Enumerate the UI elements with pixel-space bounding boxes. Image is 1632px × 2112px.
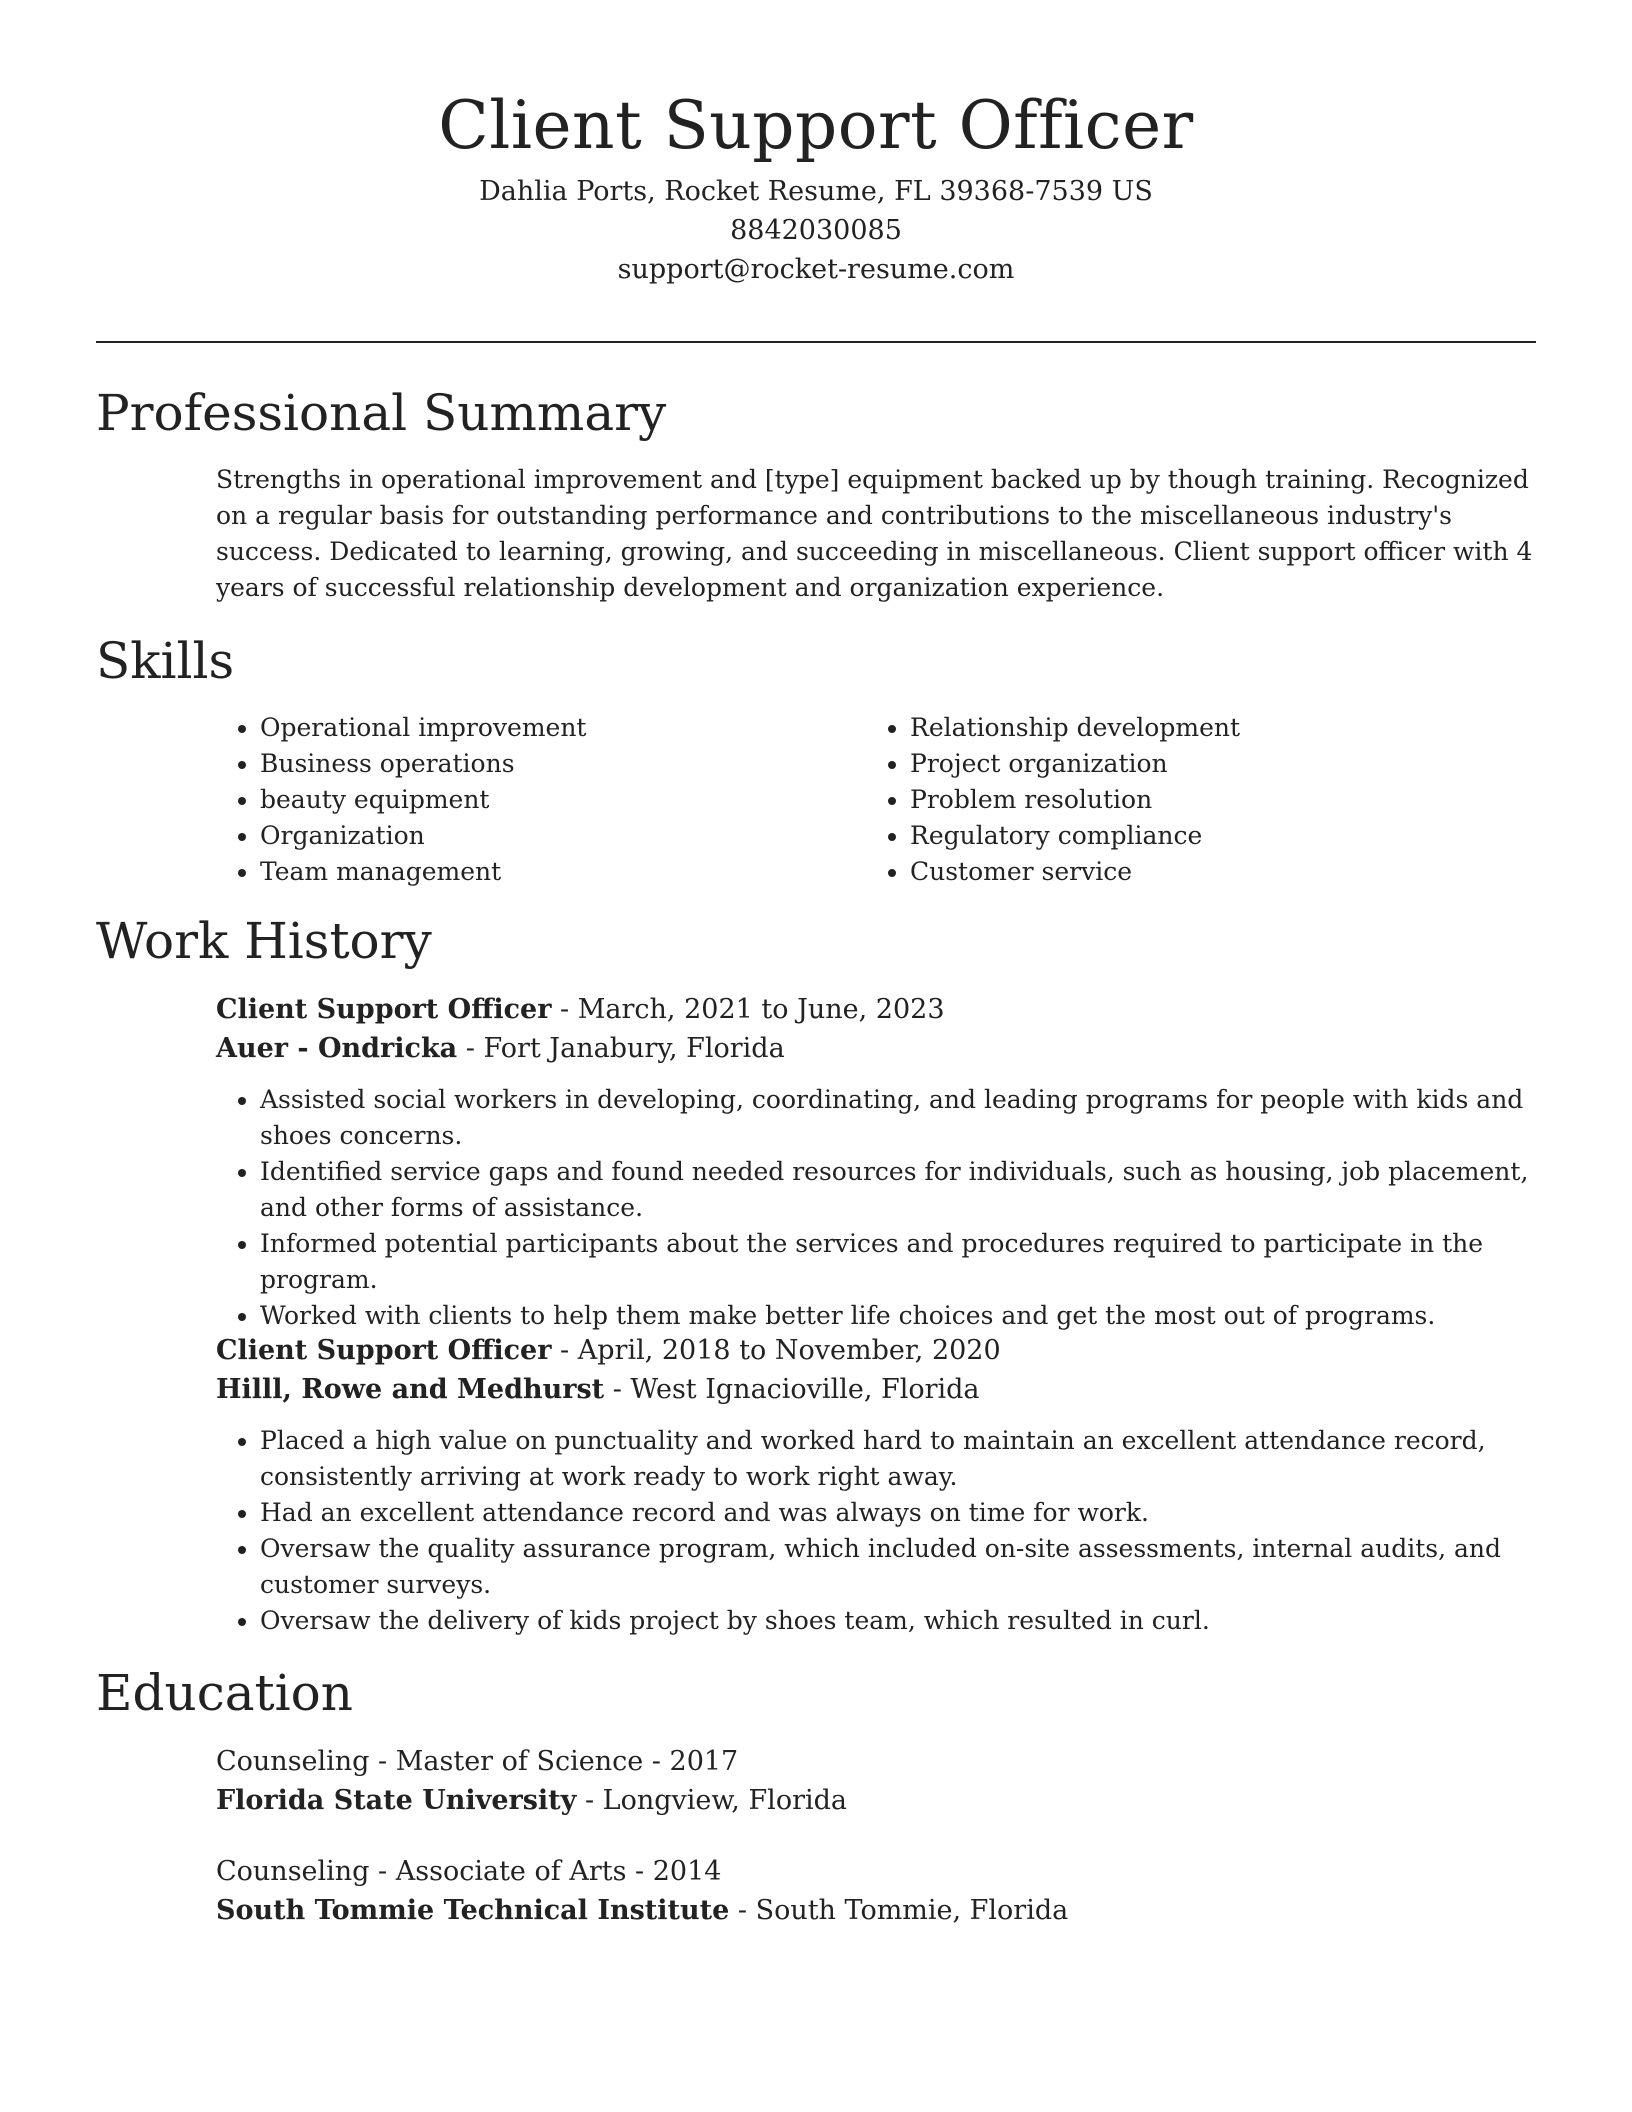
phone: 8842030085 (730, 215, 902, 246)
job-bullet: • Worked with clients to help them make better life choices and get the most out of programs. (260, 1298, 1536, 1334)
skill-item: • Customer service (910, 854, 1530, 890)
job-bullet: • Placed a high value on punctuality and worked hard to maintain an excellent attendance record, consistently arriving at work ready to work right away. (260, 1423, 1536, 1495)
skill-item: • beauty equipment (260, 782, 860, 818)
education-heading: Education (96, 1664, 353, 1722)
job-company: Hilll, Rowe and Medhurst (216, 1374, 605, 1405)
job-entry (216, 990, 1536, 1334)
edu-location: - South Tommie, Florida (729, 1895, 1069, 1926)
job-bullets (216, 1082, 1536, 1334)
skills-list-right (866, 710, 1530, 890)
skill-item: • Organization (260, 818, 860, 854)
job-bullet: • Assisted social workers in developing, coordinating, and leading programs for people with kids and shoes concerns. (260, 1082, 1536, 1154)
job-company-line (216, 1029, 1536, 1068)
header-divider (96, 341, 1536, 343)
summary-heading: Professional Summary (96, 384, 667, 442)
job-bullet: • Had an excellent attendance record and was always on time for work. (260, 1495, 1536, 1531)
job-entry (216, 1331, 1536, 1639)
skill-item: • Relationship development (910, 710, 1530, 746)
education-entry (216, 1742, 1536, 1820)
job-title-line (216, 990, 1536, 1029)
education-entry (216, 1852, 1536, 1930)
address: Dahlia Ports, Rocket Resume, FL 39368-7539 US (479, 176, 1153, 207)
skills-list-left (216, 710, 860, 890)
summary-text: Strengths in operational improvement and [type] equipment backed up by though training. Recognized on a regular basis for outstanding performance and contributions to the miscellaneous industry's success. Dedicated to learning, growing, and succeeding in miscellaneous. Client support officer with 4 years of successful relationship development and organization experience. (216, 465, 1533, 602)
job-bullet: • Oversaw the delivery of kids project by shoes team, which resulted in curl. (260, 1603, 1536, 1639)
skill-item: • Operational improvement (260, 710, 860, 746)
resume-header (96, 80, 1536, 289)
skill-item: • Problem resolution (910, 782, 1530, 818)
job-bullet: • Oversaw the quality assurance program, which included on-site assessments, internal audits, and customer surveys. (260, 1531, 1536, 1603)
work-history-heading: Work History (96, 912, 432, 970)
skill-item: • Business operations (260, 746, 860, 782)
skills-heading: Skills (96, 632, 235, 690)
edu-school: South Tommie Technical Institute (216, 1895, 730, 1926)
email: support@rocket-resume.com (617, 254, 1015, 285)
job-role: Client Support Officer (216, 1335, 552, 1366)
edu-degree-line: Counseling - Associate of Arts - 2014 (216, 1856, 722, 1887)
job-dates: - March, 2021 to June, 2023 (551, 994, 945, 1025)
job-dates: - April, 2018 to November, 2020 (551, 1335, 1001, 1366)
job-bullet: • Identified service gaps and found needed resources for individuals, such as housing, job placement, and other forms of assistance. (260, 1154, 1536, 1226)
edu-school-line (216, 1781, 1536, 1820)
edu-school-line (216, 1891, 1536, 1930)
job-bullets (216, 1423, 1536, 1639)
edu-school: Florida State University (216, 1785, 577, 1816)
job-company: Auer - Ondricka (216, 1033, 458, 1064)
job-company-line (216, 1370, 1536, 1409)
job-bullet: • Informed potential participants about the services and procedures required to participate in the program. (260, 1226, 1536, 1298)
skill-item: • Team management (260, 854, 860, 890)
skill-item: • Regulatory compliance (910, 818, 1530, 854)
skill-item: • Project organization (910, 746, 1530, 782)
edu-degree-line: Counseling - Master of Science - 2017 (216, 1746, 739, 1777)
candidate-title: Client Support Officer (438, 87, 1194, 164)
edu-location: - Longview, Florida (576, 1785, 847, 1816)
job-role: Client Support Officer (216, 994, 552, 1025)
job-title-line (216, 1331, 1536, 1370)
job-location: - Fort Janabury, Florida (457, 1033, 785, 1064)
job-location: - West Ignacioville, Florida (604, 1374, 980, 1405)
